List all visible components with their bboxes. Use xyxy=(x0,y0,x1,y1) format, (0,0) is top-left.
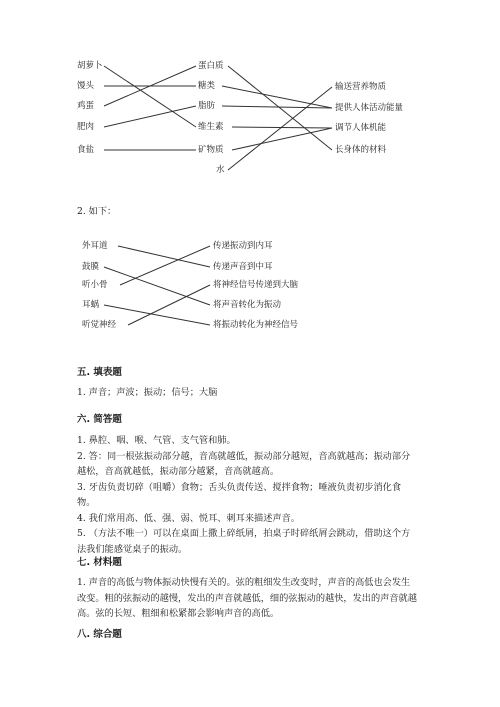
question-2-label: 2. 如下： xyxy=(77,206,117,217)
section-5-title: 五. 填表题 xyxy=(77,367,122,378)
match2-b-3: 将神经信号传递到大脑 xyxy=(213,280,299,290)
match1-b-2: 糖类 xyxy=(198,81,216,91)
match1-b-3: 脂肪 xyxy=(198,101,216,111)
match2-a-5: 听觉神经 xyxy=(82,320,117,330)
match2-a-3: 听小骨 xyxy=(82,280,108,290)
section-7-line-1: 1. 声音的高低与物体振动快慢有关的。弦的粗细发生改变时，声音的高低也会发生改变。粗的弦振动的越慢，发出的声音就越低，细的弦振动的越快，发出的声音就越高。弦的长短、粗细和松紧都会影响声音的高低。 xyxy=(77,577,417,619)
section-5-line-1: 1. 声音；声波；振动；信号；大脑 xyxy=(77,387,218,398)
match1-a-3: 鸡蛋 xyxy=(77,101,95,111)
match1-b-5: 矿物质 xyxy=(198,145,224,155)
match1-a-4: 肥肉 xyxy=(77,122,95,132)
section-6-line-1: 1. 鼻腔、咽、喉、气管、支气管和肺。 xyxy=(77,435,236,446)
section-6-title: 六. 简答题 xyxy=(77,414,122,425)
section-7-title: 七. 材料题 xyxy=(77,557,122,568)
match2-a-4: 耳蜗 xyxy=(82,300,100,310)
match2-line xyxy=(120,246,210,285)
match2-line xyxy=(104,305,210,325)
match1-a-1: 胡萝卜 xyxy=(77,61,103,71)
section-7-body xyxy=(77,575,419,622)
match2-a-1: 外耳道 xyxy=(82,241,108,251)
match1-c-1: 输送营养物质 xyxy=(335,82,387,92)
match2-b-2: 传递声音到中耳 xyxy=(213,262,273,272)
match1-a-5: 食盐 xyxy=(77,145,95,155)
match2-line xyxy=(104,267,210,305)
section-6-line-5: 5. （方法不唯一）可以在桌面上撒上碎纸屑，拍桌子时碎纸屑会跳动，借助这个方法我们能感觉桌子的振动。 xyxy=(77,528,411,555)
section-6-line-4: 4. 我们常用高、低、强、弱、悦耳、刺耳来描述声音。 xyxy=(77,512,300,524)
match1-b-1: 蛋白质 xyxy=(198,61,224,71)
match1-c-3: 调节人体机能 xyxy=(335,123,387,133)
section-5-body xyxy=(77,385,419,401)
match2-b-5: 将振动转化为神经信号 xyxy=(213,320,299,330)
match2-b-4: 将声音转化为振动 xyxy=(213,300,282,310)
match2-a-2: 鼓膜 xyxy=(82,262,100,272)
match2-line xyxy=(128,285,210,325)
match2-b-1: 传递振动到内耳 xyxy=(213,241,273,251)
match1-a-2: 馒头 xyxy=(77,81,95,91)
match1-c-4: 长身体的材料 xyxy=(335,145,387,155)
section-6-line-3: 3. 牙齿负责切碎（咀嚼）食物；舌头负责传送、搅拌食物；唾液负责初步消化食物。 xyxy=(77,481,402,508)
section-6-body xyxy=(77,433,419,557)
match1-b-4: 维生素 xyxy=(198,122,224,132)
match1-c-2: 提供人体活动能量 xyxy=(335,103,404,113)
match2-line xyxy=(118,246,210,267)
section-8-title: 八. 综合题 xyxy=(77,629,122,640)
section-6-line-2: 2. 答：同一根弦振动部分越，音高就越低，振动部分越短，音高就越高；振动部分越松，音高就越低，振动部分越紧，音高就越高。 xyxy=(77,450,411,477)
match1-b-6: 水 xyxy=(216,165,225,175)
